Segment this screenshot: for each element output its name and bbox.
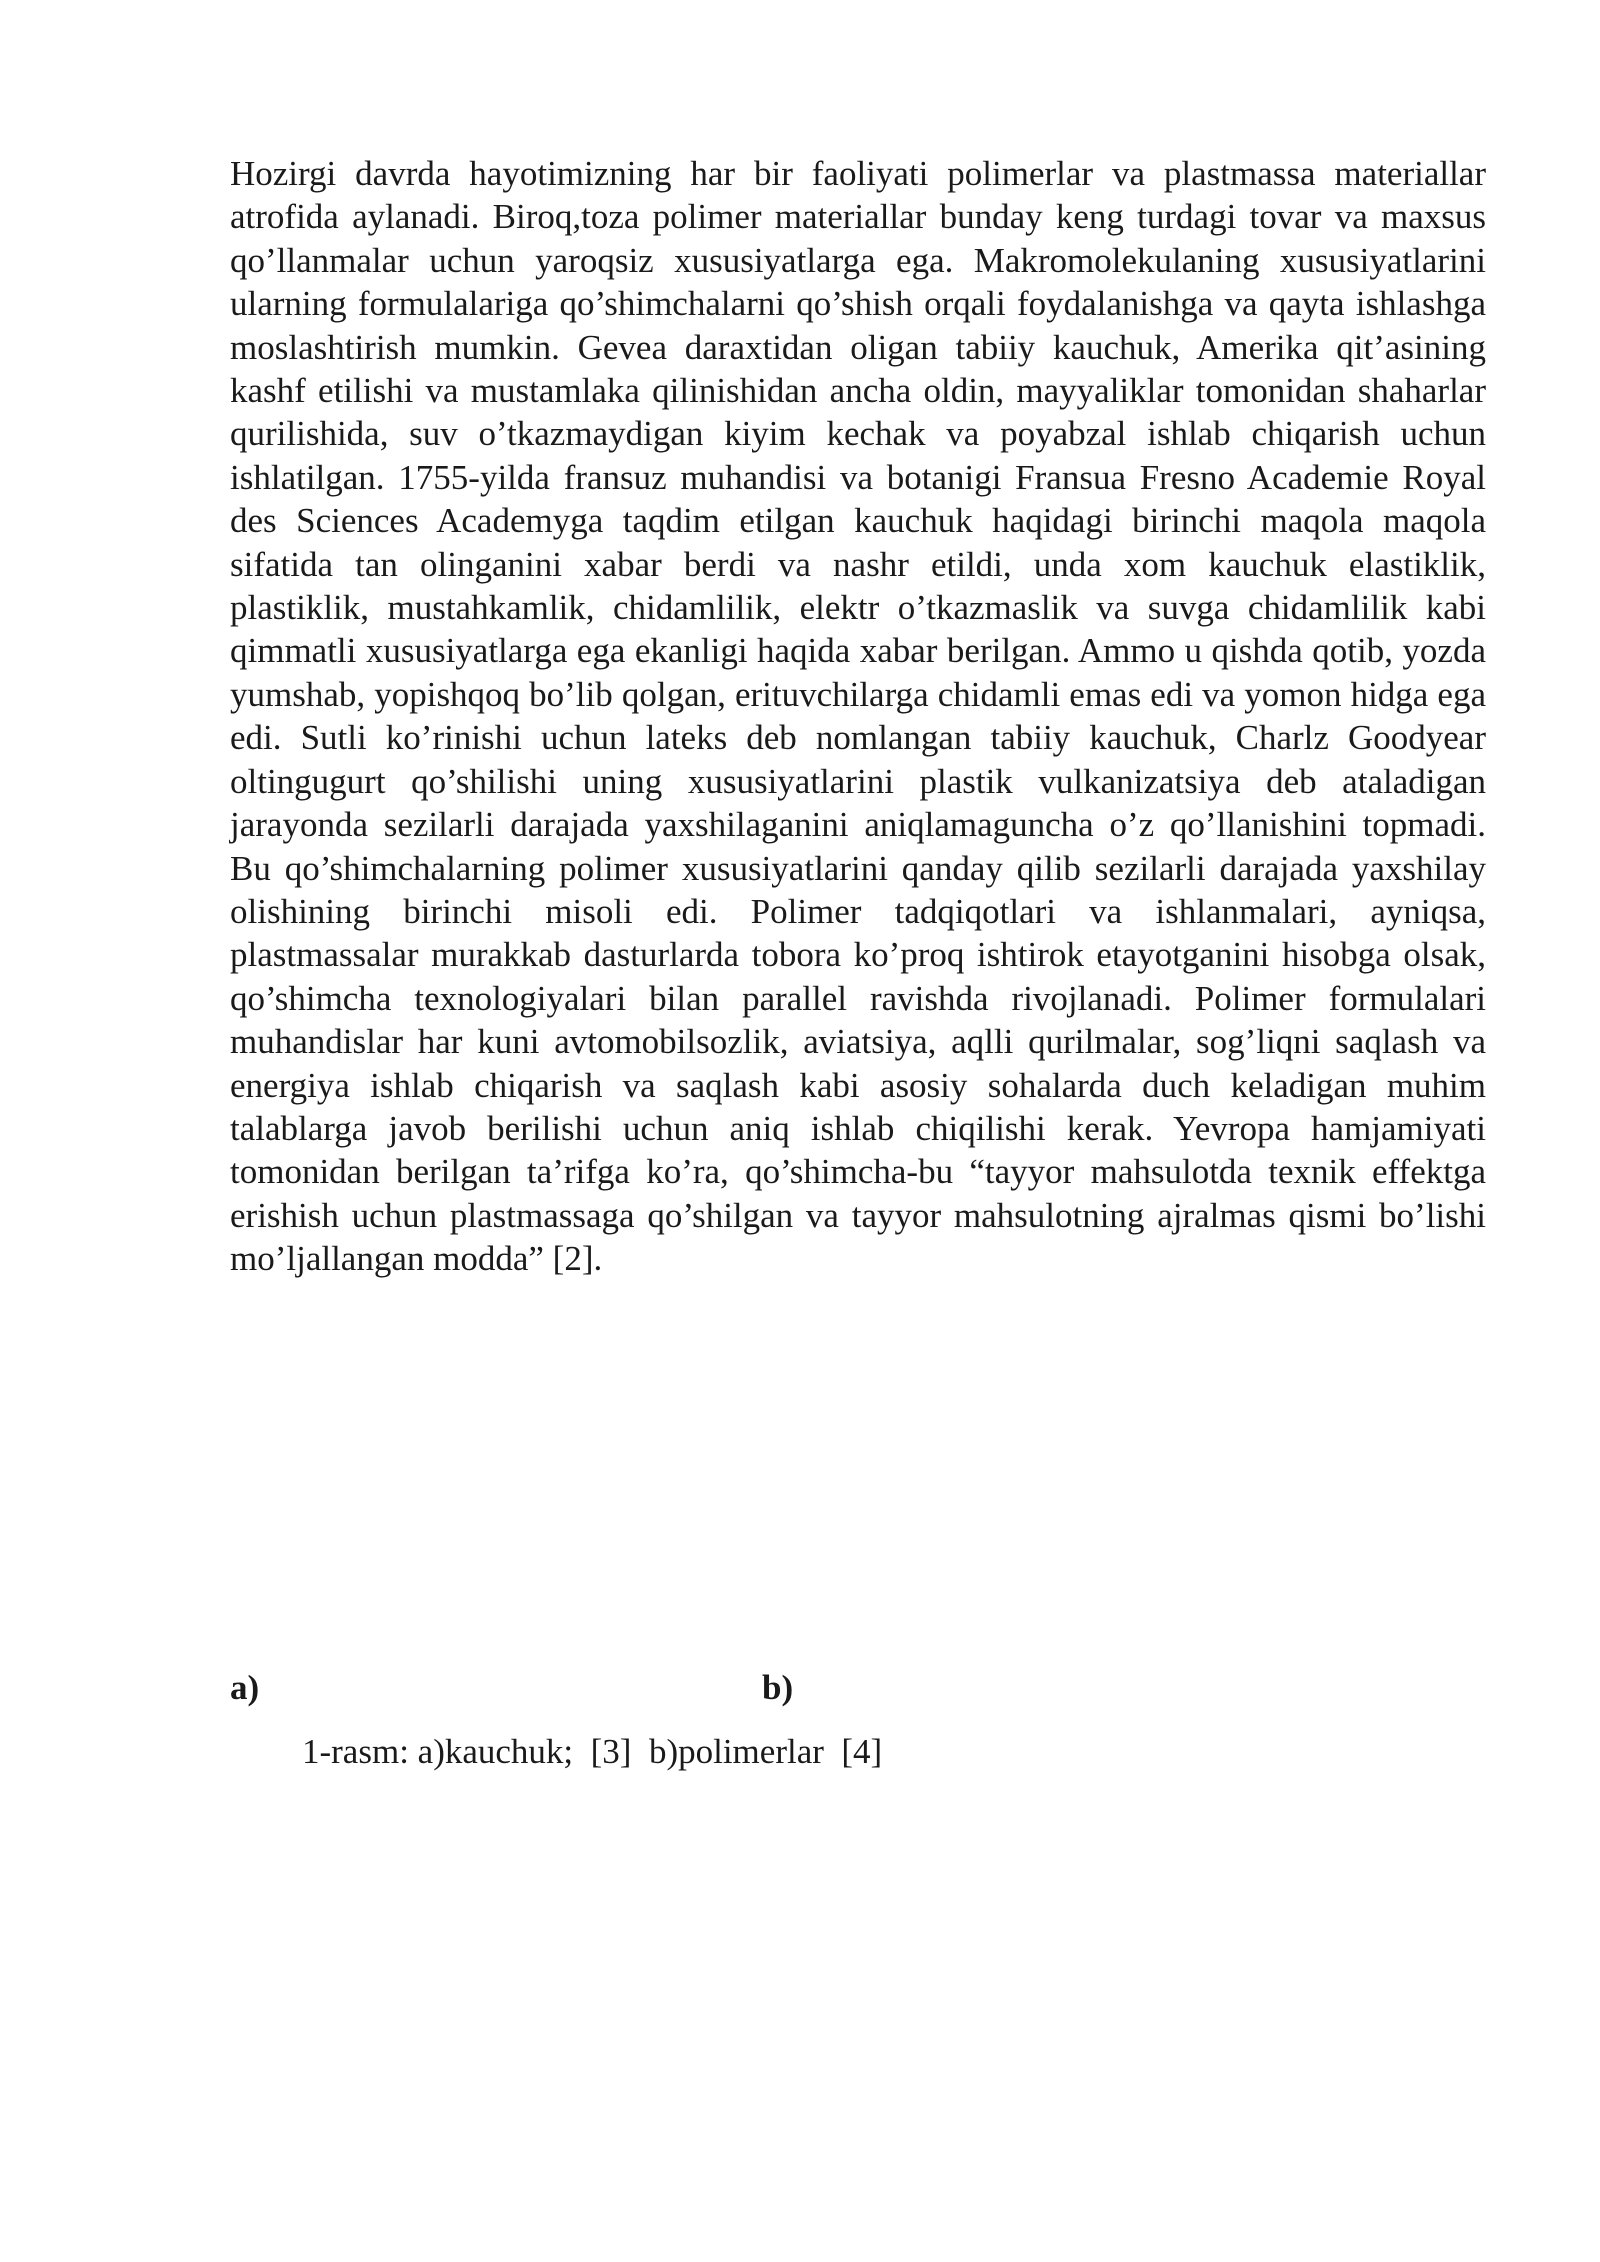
figure-label-b: b): [762, 1668, 794, 1707]
body-paragraph: Hozirgi davrda hayotimizning har bir faoliyati polimerlar va plastmassa materiallar atrofida aylanadi. Biroq,toza polimer materiallar bunday keng turdagi tovar va maxsus qo’llanmalar uchun yaroqsiz xususiyatlarga ega. Makromolekulaning xususiyatlarini ularning formulalariga qo’shimchalarni qo’shish orqali foydalanishga va qayta ishlashga moslashtirish mumkin. Gevea daraxtidan oligan tabiiy kauchuk, Amerika qit’asining kashf etilishi va mustamlaka qilinishidan ancha oldin, mayyaliklar tomonidan shaharlar qurilishida, suv o’tkazmaydigan kiyim kechak va poyabzal ishlab chiqarish uchun ishlatilgan. 1755-yilda fransuz muhandisi va botanigi Fransua Fresno Academie Royal des Sciences Academyga taqdim etilgan kauchuk haqidagi birinchi maqola maqola sifatida tan olinganini xabar berdi va nashr etildi, unda xom kauchuk elastiklik, plastiklik, mustahkamlik, chidamlilik, elektr o’tkazmaslik va suvga chidamlilik kabi qimmatli xususiyatlarga ega ekanligi haqida xabar berilgan. Ammo u qishda qotib, yozda yumshab, yopishqoq bo’lib qolgan, erituvchilarga chidamli emas edi va yomon hidga ega edi. Sutli ko’rinishi uchun lateks deb nomlangan tabiiy kauchuk, Charlz Goodyear oltingugurt qo’shilishi uning xususiyatlarini plastik vulkanizatsiya deb ataladigan jarayonda sezilarli darajada yaxshilaganini aniqlamaguncha o’z qo’llanishini topmadi. Bu qo’shimchalarning polimer xususiyatlarini qanday qilib sezilarli darajada yaxshilay olishining birinchi misoli edi. Polimer tadqiqotlari va ishlanmalari, ayniqsa, plastmassalar murakkab dasturlarda tobora ko’proq ishtirok etayotganini hisobga olsak, qo’shimcha texnologiyalari bilan parallel ravishda rivojlanadi. Polimer formulalari muhandislar har kuni avtomobilsozlik, aviatsiya, aqlli qurilmalar, sog’liqni saqlash va energiya ishlab chiqarish va saqlash kabi asosiy sohalarda duch keladigan muhim talablarga javob berilishi uchun aniq ishlab chiqilishi kerak. Yevropa hamjamiyati tomonidan berilgan ta’rifga ko’ra, qo’shimcha-bu “tayyor mahsulotda texnik effektga erishish uchun plastmassaga qo’shilgan va tayyor mahsulotning ajralmas qismi bo’lishi mo’ljallangan modda” [2].: [230, 154, 1486, 1279]
figure-caption: 1-rasm: a)kauchuk; [3] b)polimerlar [4]: [302, 1732, 883, 1771]
figure-label-a: a): [230, 1668, 260, 1707]
